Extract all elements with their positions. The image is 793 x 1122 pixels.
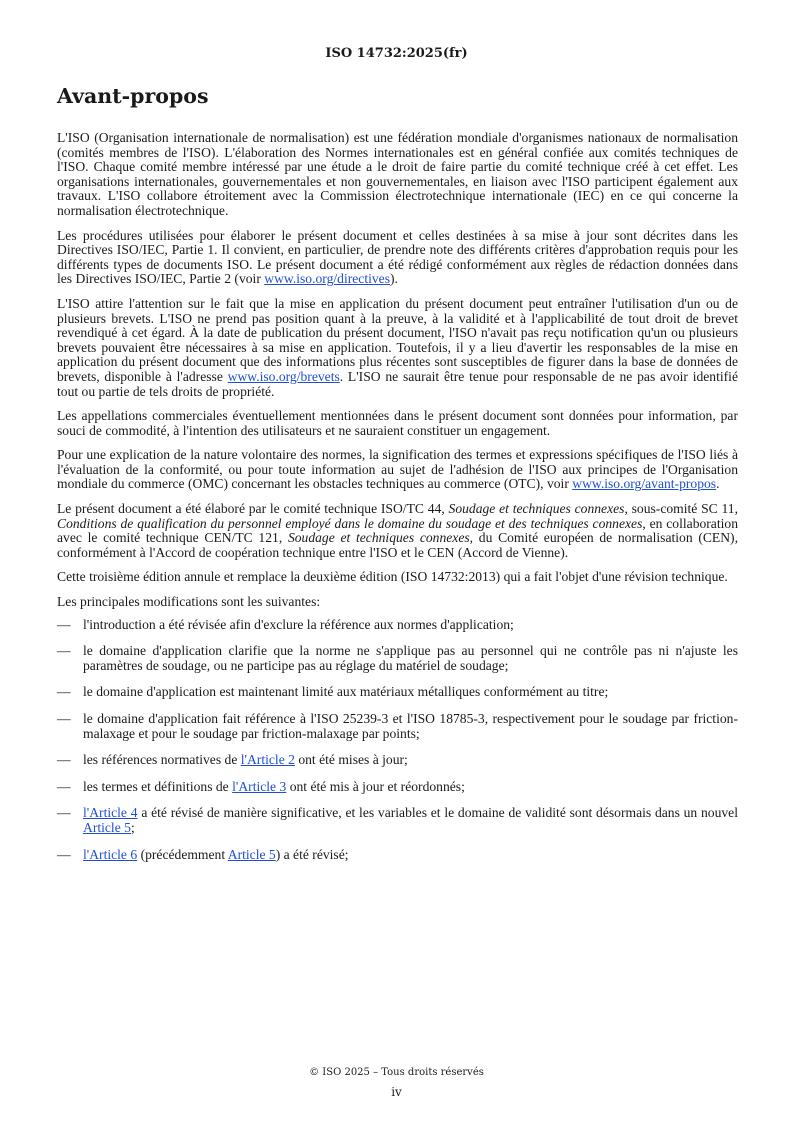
text-segment: . L'ISO ne saurait être tenue pour responsable de ne pas avoir identifié tout ou partie de tels droits de propriété. <box>57 368 738 399</box>
text-segment: L'ISO attire l'attention sur le fait que la mise en application du présent document peut entraîner l'utilisation d'un ou de plusieurs brevets. L'ISO ne prend pas position quant à la preuve, à la validité et à l'applicabilité de tout droit de brevet revendiqué à cet égard. À la date de publication du présent document, l'ISO n'avait pas reçu notification qu'un ou plusieurs brevets pouvaient être nécessaires à sa mise en application. Toutefois, il y a lieu d'avertir les responsables de la mise en application du présent document que des informations plus récentes sont susceptibles de figurer dans la base de données de brevets, disponible à l'adresse <box>57 295 738 384</box>
copyright-footer: © ISO 2025 – Tous droits réservés <box>309 1067 484 1078</box>
link-article-2[interactable]: l'Article 2 <box>240 752 295 768</box>
text-segment: ) a été révisé; <box>275 846 349 862</box>
link-directives[interactable]: www.iso.org/directives <box>264 271 390 287</box>
cen-committee-title: Soudage et techniques connexes <box>287 530 470 546</box>
dash-marker: — <box>57 684 71 700</box>
text-segment: ; <box>130 819 135 835</box>
paragraph-patents <box>57 297 738 399</box>
dash-marker: — <box>57 752 71 768</box>
text-segment: , du Comité européen de normalisation (CEN), conformément à l'Accord de coopération technique entre l'ISO et le CEN (Accord de Vienne). <box>57 530 738 560</box>
text-segment: Pour une explication de la nature volontaire des normes, la signification des termes et expressions spécifiques de l'ISO liés à l'évaluation de la conformité, ou pour toute information au sujet de l'adhésion de l'ISO aux principes de l'Organisation mondiale du commerce (OMC) concernant les obstacles techniques au commerce (OTC), voir <box>57 447 738 492</box>
text-segment: , sous-comité SC 11, <box>624 501 738 517</box>
changes-list <box>57 618 738 863</box>
link-article-5-previous[interactable]: Article 5 <box>227 846 276 862</box>
list-item <box>57 848 738 863</box>
page-number: iv <box>391 1085 402 1099</box>
paragraph-procedures <box>57 229 738 287</box>
document-header: ISO 14732:2025(fr) <box>325 46 468 61</box>
paragraph-voluntary <box>57 448 738 492</box>
list-item <box>57 618 738 633</box>
foreword-body <box>57 131 738 874</box>
paragraph-trade-names: Les appellations commerciales éventuellement mentionnées dans le présent document sont données pour information, par souci de commodité, à l'intention des utilisateurs et ne sauraient constituer un engagement. <box>57 408 738 438</box>
dash-marker: — <box>57 805 71 821</box>
list-item <box>57 712 738 741</box>
list-item <box>57 780 738 795</box>
paragraph-iso-intro: L'ISO (Organisation internationale de normalisation) est une fédération mondiale d'organismes nationaux de normalisation (comités membres de l'ISO). L'élaboration des Normes internationales est en général confiée aux comités techniques de l'ISO. Chaque comité membre intéressé par une étude a le droit de faire partie du comité technique créé à cet effet. Les organisations internationales, gouvernementales et non gouvernementales, en liaison avec l'ISO participent également aux travaux. L'ISO collabore étroitement avec la Commission électrotechnique internationale (IEC) en ce qui concerne la normalisation électrotechnique. <box>57 130 738 218</box>
text-segment: ont été mis à jour et réordonnés; <box>286 778 465 794</box>
list-item <box>57 753 738 768</box>
dash-marker: — <box>57 846 71 862</box>
paragraph-changes-intro: Les principales modifications sont les suivantes: <box>57 594 321 610</box>
link-article-3[interactable]: l'Article 3 <box>232 778 287 794</box>
text-segment: les termes et définitions de <box>83 778 233 794</box>
dash-marker: — <box>57 778 71 794</box>
text-segment: (précédemment <box>137 846 228 862</box>
list-item-text: le domaine d'application est maintenant limité aux matériaux métalliques conformément au titre; <box>83 684 609 700</box>
text-segment: ). <box>390 271 398 287</box>
subcommittee-title: Conditions de qualification du personnel employé dans le domaine du soudage et des techniques connexes <box>57 515 643 531</box>
list-item <box>57 644 738 673</box>
dash-marker: — <box>57 711 71 726</box>
committee-title: Soudage et techniques connexes <box>448 501 625 517</box>
link-article-5[interactable]: Article 5 <box>83 819 131 835</box>
dash-marker: — <box>57 643 71 659</box>
text-segment: a été révisé de manière significative, et les variables et le domaine de validité sont désormais dans un nouvel <box>137 805 738 821</box>
link-brevets[interactable]: www.iso.org/brevets <box>227 368 340 384</box>
text-segment: ont été mises à jour; <box>294 752 408 768</box>
list-item <box>57 806 738 835</box>
list-item <box>57 685 738 700</box>
text-segment: , en collaboration avec le comité technique CEN/TC 121, <box>57 515 738 546</box>
list-item-text: le domaine d'application fait référence à l'ISO 25239-3 et l'ISO 18785-3, respectivement pour le soudage par friction-malaxage et pour le soudage par friction-malaxage par points; <box>83 711 738 741</box>
paragraph-committee <box>57 502 738 560</box>
text-segment: les références normatives de <box>83 752 241 768</box>
link-avant-propos[interactable]: www.iso.org/avant-propos <box>572 476 717 492</box>
list-item-text: l'introduction a été révisée afin d'exclure la référence aux normes d'application; <box>83 616 514 632</box>
link-article-4[interactable]: l'Article 4 <box>83 805 138 821</box>
paragraph-edition: Cette troisième édition annule et remplace la deuxième édition (ISO 14732:2013) qui a fait l'objet d'une révision technique. <box>57 569 728 585</box>
text-segment: Les procédures utilisées pour élaborer le présent document et celles destinées à sa mise à jour sont décrites dans les Directives ISO/IEC, Partie 1. Il convient, en particulier, de prendre note des différents critères d'approbation requis pour les différents types de documents ISO. Le présent document a été rédigé conformément aux règles de rédaction données dans les Directives ISO/IEC, Partie 2 (voir <box>57 227 738 287</box>
text-segment: . <box>716 476 720 492</box>
text-segment: Le présent document a été élaboré par le comité technique ISO/TC 44, <box>57 501 449 517</box>
link-article-6[interactable]: l'Article 6 <box>83 846 138 862</box>
dash-marker: — <box>57 616 71 632</box>
list-item-text: le domaine d'application clarifie que la norme ne s'applique pas au personnel qui ne contrôle pas ni n'ajuste les paramètres de soudage, ou ne participe pas au réglage du matériel de soudage; <box>83 643 738 673</box>
page-title: Avant-propos <box>57 84 209 108</box>
